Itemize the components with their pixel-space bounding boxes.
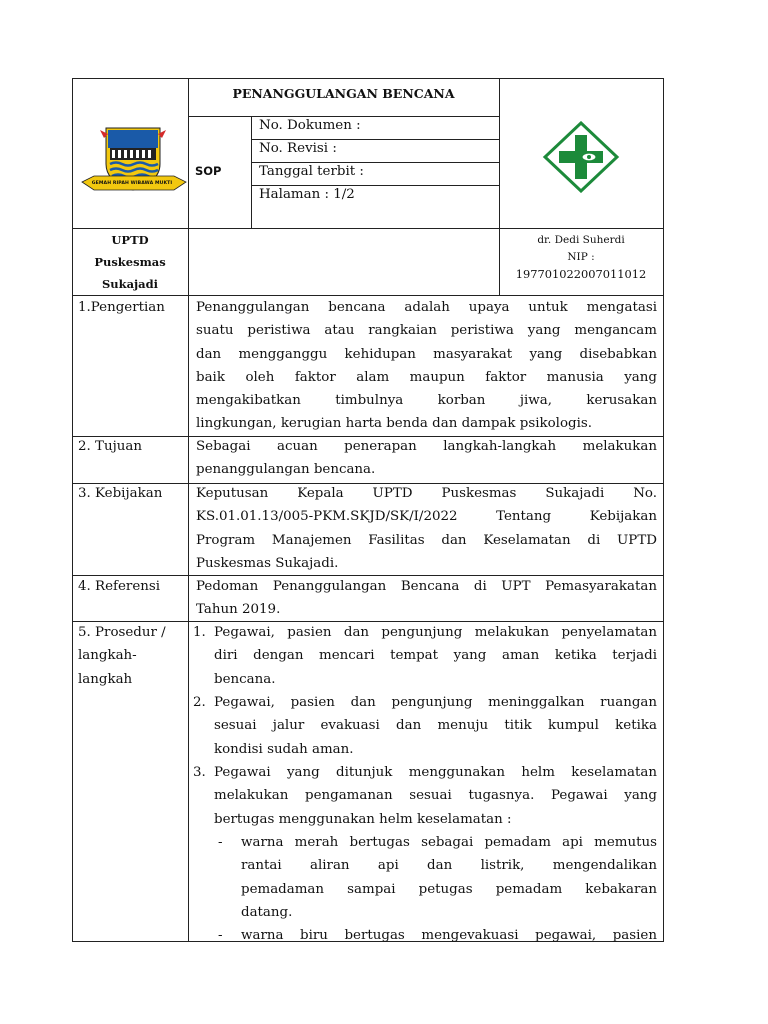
text-line: Program Manajemen Fasilitas dan Keselamatan di UPTD <box>196 532 657 548</box>
text-line: pemadaman sampai petugas pemadam kebakaran <box>241 881 657 897</box>
doc-field-page: Halaman : 1/2 <box>259 187 355 202</box>
text-line: suatu peristiwa atau rangkaian peristiwa yang mengancam <box>196 323 657 339</box>
row-label-tujuan: 2. Tujuan <box>78 439 142 454</box>
sub-list-item <box>241 924 657 947</box>
health-cross-icon <box>542 121 620 193</box>
rule <box>72 78 73 942</box>
text-line: melakukan pengamanan sesuai tugasnya. Pegawai yang <box>214 788 657 804</box>
doc-field-date: Tanggal terbit : <box>259 164 364 179</box>
text-line: Pegawai, pasien dan pengunjung melakukan penyelamatan <box>214 625 657 640</box>
row-body-tujuan <box>196 435 657 482</box>
text-line: kondisi sudah aman. <box>214 741 354 757</box>
sop-label: SOP <box>195 164 222 178</box>
signatory-nip-label: NIP : <box>567 251 595 263</box>
row-label-prosedur <box>78 621 166 691</box>
rule <box>72 78 664 79</box>
row-body-referensi <box>196 575 657 622</box>
city-logo <box>80 124 188 200</box>
list-number: 3. <box>193 765 206 780</box>
text-line: Puskesmas Sukajadi. <box>196 555 339 571</box>
row-label-kebijakan: 3. Kebijakan <box>78 486 163 501</box>
row-label-pengertian: 1.Pengertian <box>78 300 165 315</box>
rule <box>251 116 252 228</box>
org-line: Sukajadi <box>101 277 159 291</box>
rule <box>663 78 664 942</box>
text-line: Pegawai yang ditunjuk menggunakan helm keselamatan <box>214 765 657 780</box>
org-line: Puskesmas <box>94 255 166 269</box>
doc-field-number: No. Dokumen : <box>259 118 361 133</box>
city-crest-icon <box>80 124 188 200</box>
signatory-nip: 197701022007011012 <box>515 267 647 281</box>
text-line: Penanggulangan bencana adalah upaya untuk mengatasi <box>196 300 657 315</box>
list-item <box>214 761 657 831</box>
text-line: baik oleh faktor alam maupun faktor manusia yang <box>196 369 657 385</box>
bullet-dash: - <box>218 928 223 943</box>
document-title: PENANGGULANGAN BENCANA <box>232 86 455 101</box>
row-label-referensi: 4. Referensi <box>78 579 161 594</box>
list-item <box>214 691 657 761</box>
rule <box>188 78 189 942</box>
bullet-dash: - <box>218 835 223 850</box>
org-name <box>72 229 188 295</box>
org-line: UPTD <box>111 233 149 247</box>
signatory-name: dr. Dedi Suherdi <box>537 234 625 246</box>
signatory <box>499 232 663 283</box>
text-line: lingkungan, kerugian harta benda dan dampak psikologis. <box>196 416 593 432</box>
row-body-kebijakan <box>196 482 657 575</box>
text-line: warna biru bertugas mengevakuasi pegawai, pasien <box>241 928 657 943</box>
text-line: sesuai jalur evakuasi dan menuju titik kumpul ketika <box>214 718 657 734</box>
text-line: bertugas menggunakan helm keselamatan : <box>214 811 512 827</box>
text-line: penanggulangan bencana. <box>196 462 376 478</box>
doc-field-revision: No. Revisi : <box>259 141 337 156</box>
label-line: 5. Prosedur / <box>78 625 166 640</box>
text-line: Keputusan Kepala UPTD Puskesmas Sukajadi No. <box>196 486 657 501</box>
list-item <box>214 621 657 691</box>
list-number: 2. <box>193 695 206 710</box>
puskesmas-logo <box>542 121 620 193</box>
logo-motto: GEMAH RIPAH WIBAWA MUKTI <box>91 181 173 186</box>
text-line: Pedoman Penanggulangan Bencana di UPT Pemasyarakatan <box>196 579 657 594</box>
text-line: Tahun 2019. <box>196 602 281 618</box>
text-line: mengakibatkan timbulnya korban jiwa, kerusakan <box>196 393 657 409</box>
sub-list-item <box>241 831 657 924</box>
text-line: diri dengan mencari tempat yang aman ketika terjadi <box>214 648 657 664</box>
text-line: Pegawai, pasien dan pengunjung meninggalkan ruangan <box>214 695 657 710</box>
text-line: KS.01.01.13/005-PKM.SKJD/SK/I/2022 Tentang Kebijakan <box>196 509 657 525</box>
text-line: datang. <box>241 904 293 920</box>
text-line: rantai aliran api dan listrik, mengendalikan <box>241 858 657 874</box>
label-line: langkah <box>78 671 133 687</box>
list-number: 1. <box>193 625 206 640</box>
text-line: Sebagai acuan penerapan langkah-langkah melakukan <box>196 439 657 454</box>
text-line: bencana. <box>214 671 276 687</box>
row-body-pengertian <box>196 296 657 436</box>
text-line: dan mengganggu kehidupan masyarakat yang disebabkan <box>196 346 657 362</box>
label-line: langkah- <box>78 648 137 664</box>
text-line: warna merah bertugas sebagai pemadam api memutus <box>241 835 657 850</box>
